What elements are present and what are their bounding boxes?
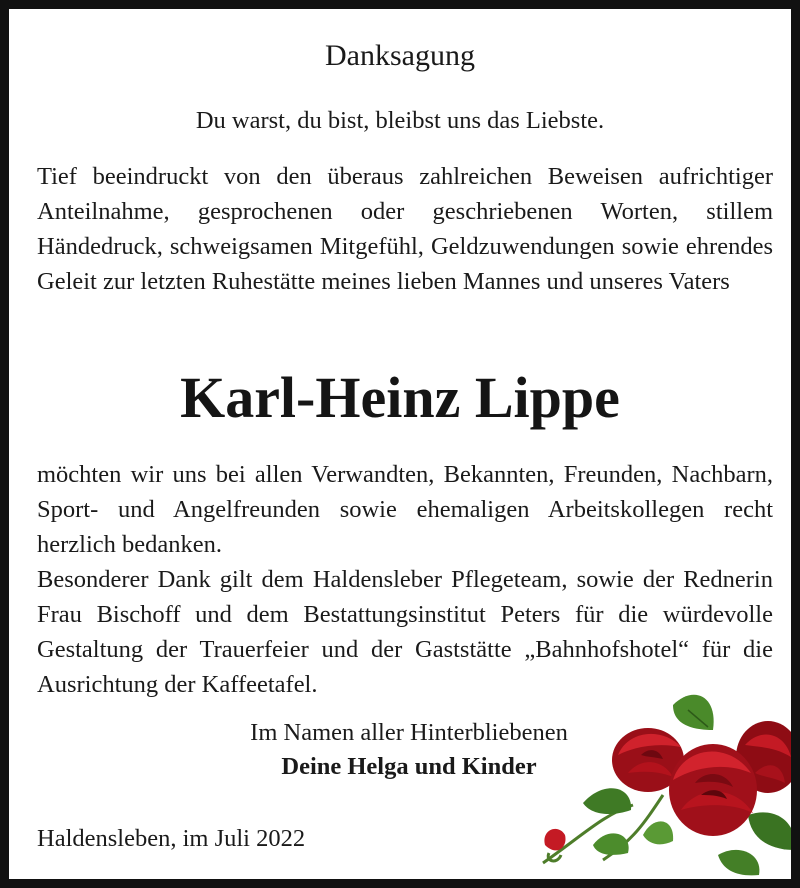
red-roses-icon xyxy=(523,685,800,883)
intro-paragraph: Tief beeindruckt von den überaus zahlreichen Beweisen aufrichtiger Anteilnahme, gesprochenen oder geschriebenen Worten, stillem Händedruck, schweigsamen Mitgefühl, Geldzuwendungen sowie ehrendes Geleit zur letzten Ruhestätte meines lieben Mannes und unseres Vaters xyxy=(37,163,773,295)
place-date: Haldensleben, im Juli 2022 xyxy=(37,825,306,852)
notice-motto: Du warst, du bist, bleibst uns das Liebste. xyxy=(195,107,605,134)
deceased-name: Karl-Heinz Lippe xyxy=(180,365,620,430)
thanks-paragraph: möchten wir uns bei allen Verwandten, Bekannten, Freunden, Nachbarn, Sport- und Angelfreunden sowie ehemaligen Arbeitskollegen recht herzlich bedanken. xyxy=(37,461,773,558)
signoff-names: Deine Helga und Kinder xyxy=(281,753,537,780)
special-thanks-paragraph: Besonderer Dank gilt dem Haldensleber Pflegeteam, sowie der Rednerin Frau Bischoff und dem Bestattungsinstitut Peters für die würdevolle Gestaltung der Trauerfeier und der Gaststätte „Bahnhofshotel“ für die Ausrichtung der Kaffeetafel. xyxy=(37,566,773,698)
signoff-line: Im Namen aller Hinterbliebenen xyxy=(250,719,568,746)
notice-heading: Danksagung xyxy=(325,39,475,72)
